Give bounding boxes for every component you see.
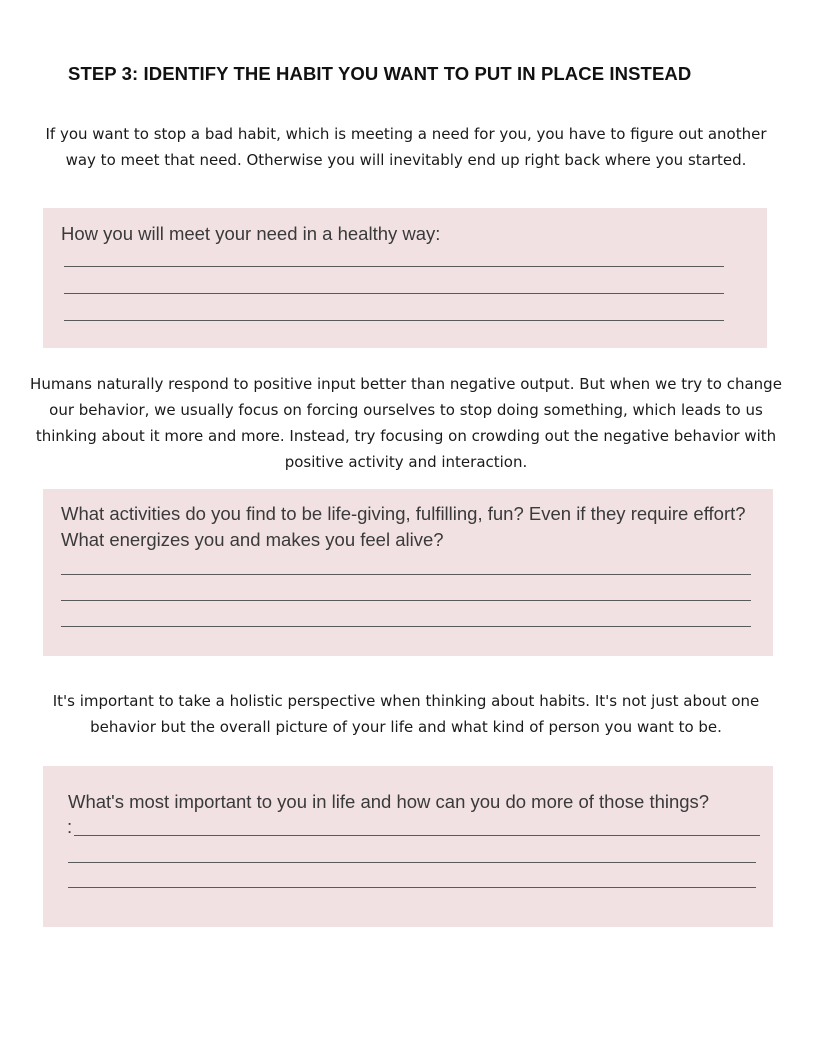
- answer-line[interactable]: [68, 887, 756, 888]
- answer-line[interactable]: [68, 862, 756, 863]
- answer-line[interactable]: [64, 266, 724, 267]
- page-title: STEP 3: IDENTIFY THE HABIT YOU WANT TO PUT IN PLACE INSTEAD: [68, 63, 692, 84]
- answer-line[interactable]: [74, 835, 760, 836]
- answer-line[interactable]: [64, 320, 724, 321]
- answer-line[interactable]: [61, 626, 751, 627]
- activities-prompt: What activities do you find to be life-giving, fulfilling, fun? Even if they require effort? What energizes you and makes you feel alive?: [61, 503, 746, 550]
- healthy-need-prompt: How you will meet your need in a healthy way:: [61, 223, 441, 244]
- holistic-paragraph: It's important to take a holistic perspective when thinking about habits. It's not just about one behavior but the overall picture of your life and what kind of person you want to be.: [52, 692, 760, 736]
- answer-line[interactable]: [64, 293, 724, 294]
- answer-line[interactable]: [61, 600, 751, 601]
- healthy-need-response-box: [43, 208, 767, 348]
- priorities-prompt: What's most important to you in life and how can you do more of those things?: [68, 791, 710, 812]
- intro-paragraph: If you want to stop a bad habit, which is meeting a need for you, you have to figure out another way to meet that need. Otherwise you will inevitably end up right back where you started.: [45, 125, 767, 169]
- positive-input-paragraph: Humans naturally respond to positive input better than negative output. But when we try to change our behavior, we usually focus on forcing ourselves to stop doing something, which leads to us thinking about it more and more. Instead, try focusing on crowding out the negative behavior with positive activity and interaction.: [30, 375, 782, 471]
- answer-leading-colon: :: [67, 816, 73, 837]
- priorities-response-box: [43, 766, 773, 927]
- answer-line[interactable]: [61, 574, 751, 575]
- activities-response-box: [43, 489, 773, 656]
